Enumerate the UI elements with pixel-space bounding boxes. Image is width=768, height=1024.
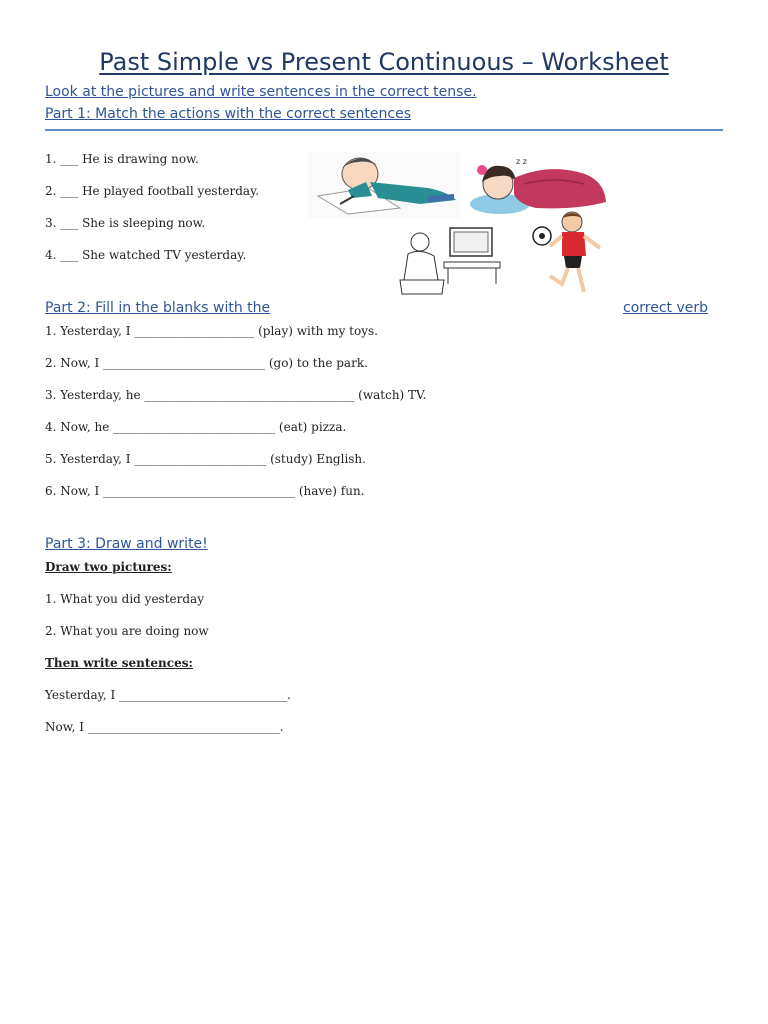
- part2-heading-continued: correct verb: [623, 300, 709, 316]
- part1-item: 4. ___ She watched TV yesterday.: [45, 248, 247, 262]
- part2-item: 1. Yesterday, I ____________________ (play) with my toys.: [45, 324, 378, 338]
- part1-item: 1. ___ He is drawing now.: [45, 152, 199, 166]
- part2-heading: Part 2: Fill in the blanks with the: [45, 300, 271, 316]
- part3-heading: Part 3: Draw and write!: [45, 536, 208, 552]
- part2-item: 2. Now, I ___________________________ (go) to the park.: [45, 356, 368, 370]
- part2-item: 4. Now, he ___________________________ (eat) pizza.: [45, 420, 347, 434]
- boy-drawing-picture: [308, 152, 460, 218]
- part2-item: 3. Yesterday, he ___________________________________ (watch) TV.: [45, 388, 427, 402]
- girl-sleeping-picture: [466, 154, 612, 216]
- part1-item: 2. ___ He played football yesterday.: [45, 184, 260, 198]
- draw-label: Draw two pictures:: [45, 560, 172, 574]
- part1-heading: Part 1: Match the actions with the correct sentences: [45, 106, 412, 122]
- heading-divider: [45, 129, 723, 131]
- write-label: Then write sentences:: [45, 656, 193, 670]
- person-watching-tv-picture: [388, 222, 506, 296]
- worksheet-title: Past Simple vs Present Continuous – Worksheet: [99, 48, 669, 76]
- boy-playing-football-picture: [528, 210, 608, 298]
- write-item: Yesterday, I ____________________________.: [45, 688, 291, 702]
- part1-item: 3. ___ She is sleeping now.: [45, 216, 206, 230]
- part2-item: 6. Now, I ________________________________ (have) fun.: [45, 484, 365, 498]
- draw-item: 1. What you did yesterday: [45, 592, 204, 606]
- draw-item: 2. What you are doing now: [45, 624, 209, 638]
- svg-text:z z: z z: [516, 157, 527, 166]
- write-item: Now, I ________________________________.: [45, 720, 284, 734]
- instruction-text: Look at the pictures and write sentences in the correct tense.: [45, 84, 477, 100]
- part2-item: 5. Yesterday, I ______________________ (study) English.: [45, 452, 366, 466]
